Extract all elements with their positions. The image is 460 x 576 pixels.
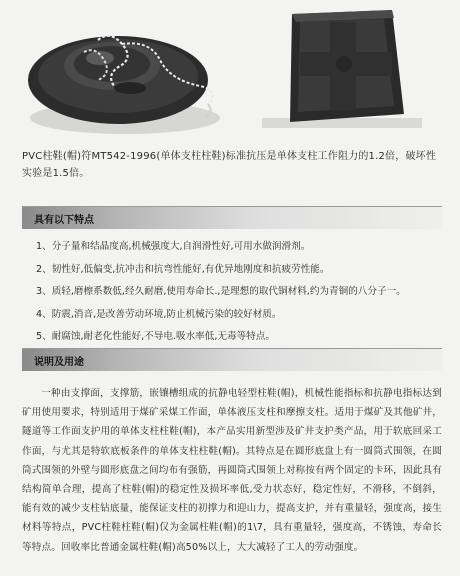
features-section-header — [22, 206, 442, 229]
intro-paragraph: PVC柱鞋(帽)符MT542-1996(单体支柱柱鞋)标准抗压是单体支柱工作阻力的1.2倍，破坏性实验是1.5倍。 — [22, 151, 437, 179]
feature-item: 4、防震,消音,是改善劳动环境,防止机械污染的较好材质。 — [36, 308, 282, 320]
features-list — [36, 236, 436, 349]
usage-section-header — [22, 348, 442, 371]
feature-item: 2、韧性好,低偏变,抗冲击和抗弯性能好,有优异地刚度和抗疲劳性能。 — [36, 263, 330, 275]
usage-paragraph: 一种由支撑面，支撑筋，嵌镶槽组成的抗静电轻型柱鞋(帽)，机械性能指标和抗静电指标达到矿用使用要求，特别适用于煤矿采煤工作面，单体液压支柱和摩擦支柱。适用于煤矿及其他矿井，隧道等工作面支护用的单体支柱柱鞋(帽)，本产品实用新型涉及矿井支护类产品，用于软底回采工作面，与尤其是特软底板条件的单体支柱柱鞋(帽)。其特点是在圆形底盘上有一圆筒式围领，在圆筒式围领的外壁与圆形底盘之间均布有强筋，再圆筒式围领上对称按有两个固定的卡环，因此具有结构简单合理，提高了柱鞋(帽)的稳定性及损坏率低,受力状态好，稳定性好，不滑移，不倒斜，能有效的减少支柱钻底量，能保证支柱的初撑力和迎山力，提高支护，并有重量轻，强度高，接生材料等特点，PVC柱鞋柱鞋(帽)仅为金属柱鞋(帽)的1\7，具有重量轻，强度高，不锈蚀，寿命长等特点。回收率比普通金属柱鞋(帽)高50%以上，大大减轻了工人的劳动强度。 — [22, 388, 442, 553]
product-photos — [0, 0, 460, 148]
feature-item: 3、质轻,磨檫系数低,经久耐磨,使用寿命长.,是理想的取代铜材料,约为青铜的八分子一。 — [36, 286, 406, 297]
feature-item: 1、分子量和结晶度高,机械强度大,自润滑性好,可用水做润滑剂。 — [36, 241, 311, 252]
feature-item: 5、耐腐蚀,耐老化性能好,不导电.吸水率低,无毒等特点。 — [36, 331, 275, 342]
usage-section-title: 说明及用途 — [34, 357, 84, 368]
features-section-title: 具有以下特点 — [34, 215, 94, 226]
